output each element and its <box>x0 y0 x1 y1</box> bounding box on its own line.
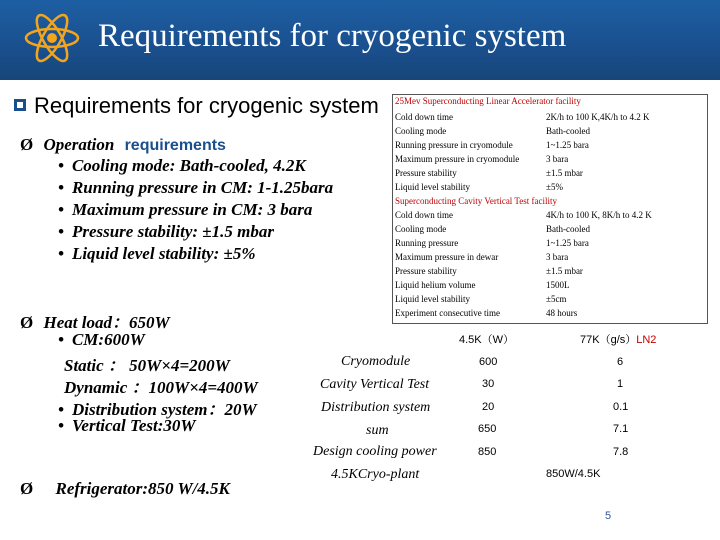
operation-bullet-2: • Running pressure in CM: 1-1.25bara <box>58 178 334 197</box>
operation-bullet-1: • Cooling mode: Bath-cooled, 4.2K <box>58 156 306 175</box>
arrow-bullet-icon: Ø <box>20 313 34 332</box>
arrow-bullet-icon: Ø <box>20 135 34 154</box>
spec-row-3-label: Running pressure in cryomodule <box>395 140 513 150</box>
section-title-text: Requirements for cryogenic system <box>34 93 379 118</box>
heatload-distribution: • Distribution system：20W <box>58 400 257 419</box>
spec-row-4-label: Maximum pressure in cryomodule <box>395 154 520 164</box>
load-row-5-a: 850 <box>478 446 497 458</box>
operation-heading <box>20 135 226 155</box>
cryoplant-value: 850W/4.5K <box>546 468 601 480</box>
spec2-row-8-value: 48 hours <box>546 308 578 318</box>
spec2-row-8-label: Experiment consecutive time <box>395 308 500 318</box>
load-row-2-label: Cavity Vertical Test <box>320 377 430 392</box>
spec-row-1-label: Cold down time <box>395 112 453 122</box>
operation-bullet-5: • Liquid level stability: ±5% <box>58 244 256 263</box>
atom-logo-icon <box>22 8 82 68</box>
spec-row-1-value: 2K/h to 100 K,4K/h to 4.2 K <box>546 112 650 122</box>
header-bar <box>0 0 720 80</box>
spec2-row-5-value: ±1.5 mbar <box>546 266 583 276</box>
cryoplant-label: 4.5KCryo-plant <box>331 467 420 482</box>
heatload-heading: Ø Heat load：650W <box>20 313 170 332</box>
operation-heading-suffix: requirements <box>124 137 226 154</box>
load-row-5-b: 7.8 <box>613 446 629 458</box>
spec-row-6-label: Liquid level stability <box>395 182 470 192</box>
spec-subtitle: Superconducting Cavity Vertical Test facility <box>395 196 557 206</box>
load-row-3-a: 20 <box>482 401 495 413</box>
spec2-row-2-label: Cooling mode <box>395 224 447 234</box>
load-row-4-b: 7.1 <box>613 423 629 435</box>
load-row-1-label: Cryomodule <box>341 354 411 369</box>
load-row-4-label: sum <box>366 423 389 438</box>
load-table-header-1: 4.5K（W） <box>459 334 515 346</box>
spec2-row-3-value: 1~1.25 bara <box>546 238 589 248</box>
spec-row-5-value: ±1.5 mbar <box>546 168 583 178</box>
spec-row-4-value: 3 bara <box>546 154 569 164</box>
operation-bullet-4: • Pressure stability: ±1.5 mbar <box>58 222 274 241</box>
page-number: 5 <box>605 510 612 522</box>
spec2-row-1-label: Cold down time <box>395 210 453 220</box>
spec-title: 25Mev Superconducting Linear Accelerator facility <box>395 96 581 106</box>
spec2-row-1-value: 4K/h to 100 K, 8K/h to 4.2 K <box>546 210 652 220</box>
square-bullet-icon <box>14 99 26 111</box>
refrigerator-line: Ø Refrigerator:850 W/4.5K <box>20 479 230 498</box>
spec2-row-6-value: 1500L <box>546 280 570 290</box>
load-table-header-2: 77K（g/s）LN2 <box>580 334 657 346</box>
operation-bullet-3: • Maximum pressure in CM: 3 bara <box>58 200 313 219</box>
spec-row-3-value: 1~1.25 bara <box>546 140 589 150</box>
section-title <box>14 93 379 119</box>
load-row-3-b: 0.1 <box>613 401 629 413</box>
load-row-2-a: 30 <box>482 378 495 390</box>
operation-heading-text: Operation <box>43 135 115 154</box>
heatload-dynamic: Dynamic ：100W×4=400W <box>64 378 258 397</box>
spec-row-2-label: Cooling mode <box>395 126 447 136</box>
spec2-row-5-label: Pressure stability <box>395 266 457 276</box>
spec2-row-2-value: Bath-cooled <box>546 224 590 234</box>
spec-row-5-label: Pressure stability <box>395 168 457 178</box>
load-row-1-a: 600 <box>479 356 498 368</box>
load-row-1-b: 6 <box>617 356 624 368</box>
arrow-bullet-icon: Ø <box>20 479 34 498</box>
spec2-row-4-value: 3 bara <box>546 252 569 262</box>
spec-row-2-value: Bath-cooled <box>546 126 590 136</box>
load-row-4-a: 650 <box>478 423 497 435</box>
spec-row-6-value: ±5% <box>546 182 563 192</box>
spec2-row-3-label: Running pressure <box>395 238 459 248</box>
page-title: Requirements for cryogenic system <box>98 18 567 54</box>
spec2-row-7-value: ±5cm <box>546 294 567 304</box>
heatload-static: Static ： 50W×4=200W <box>64 356 230 375</box>
spec2-row-6-label: Liquid helium volume <box>395 280 476 290</box>
spec-table <box>392 94 708 324</box>
load-row-2-b: 1 <box>617 378 624 390</box>
spec2-row-7-label: Liquid level stability <box>395 294 470 304</box>
heatload-vertical: • Vertical Test:30W <box>58 416 196 435</box>
heatload-cm: • CM:600W <box>58 330 145 349</box>
spec2-row-4-label: Maximum pressure in dewar <box>395 252 499 262</box>
load-row-5-label: Design cooling power <box>313 444 437 459</box>
load-row-3-label: Distribution system <box>321 400 431 415</box>
